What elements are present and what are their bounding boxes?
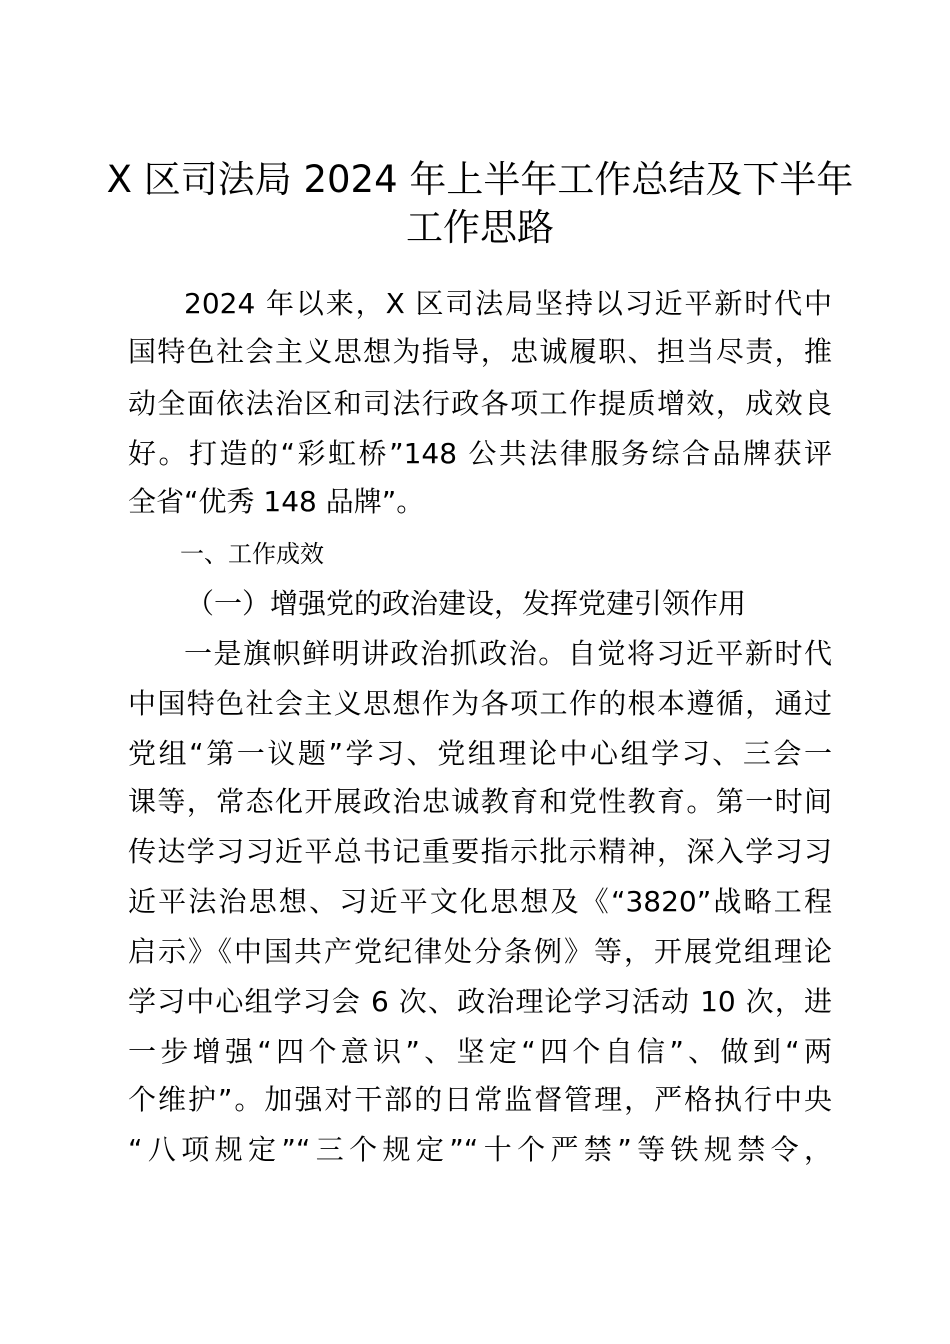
- intro-line-1: 2024 年以来，X 区司法局坚持以习近平新时代中: [184, 287, 832, 320]
- body-line-10: 个维护”。加强对干部的日常监督管理，严格执行中央: [128, 1083, 832, 1116]
- body-line-8: 学习中心组学习会 6 次、政治理论学习活动 10 次，进: [128, 985, 832, 1018]
- body-line-7: 启示》《中国共产党纪律处分条例》等，开展党组理论: [128, 935, 832, 968]
- document-title-line-1: X 区司法局 2024 年上半年工作总结及下半年: [106, 158, 854, 201]
- document-title-line-2: 工作思路: [406, 206, 554, 249]
- subsection-heading-1: （一）增强党的政治建设，发挥党建引领作用: [186, 587, 747, 620]
- body-line-3: 党组“第一议题”学习、党组理论中心组学习、三会一: [128, 737, 832, 770]
- body-line-5: 传达学习习近平总书记重要指示批示精神，深入学习习: [128, 835, 832, 868]
- body-line-1: 一是旗帜鲜明讲政治抓政治。自觉将习近平新时代: [184, 637, 832, 670]
- body-line-2: 中国特色社会主义思想作为各项工作的根本遵循，通过: [128, 687, 832, 720]
- body-line-11: “八项规定”“三个规定”“十个严禁”等铁规禁令，: [128, 1133, 832, 1166]
- body-line-9: 一步增强“四个意识”、坚定“四个自信”、做到“两: [128, 1035, 832, 1068]
- intro-line-5: 全省“优秀 148 品牌”。: [128, 485, 425, 518]
- body-line-4: 课等，常态化开展政治忠诚教育和党性教育。第一时间: [128, 785, 832, 818]
- intro-line-4: 好。打造的“彩虹桥”148 公共法律服务综合品牌获评: [128, 437, 832, 470]
- intro-line-2: 国特色社会主义思想为指导，忠诚履职、担当尽责，推: [128, 335, 832, 368]
- body-line-6: 近平法治思想、习近平文化思想及《“3820”战略工程: [128, 885, 832, 918]
- intro-line-3: 动全面依法治区和司法行政各项工作提质增效，成效良: [128, 387, 832, 420]
- section-heading-1: 一、工作成效: [180, 540, 324, 568]
